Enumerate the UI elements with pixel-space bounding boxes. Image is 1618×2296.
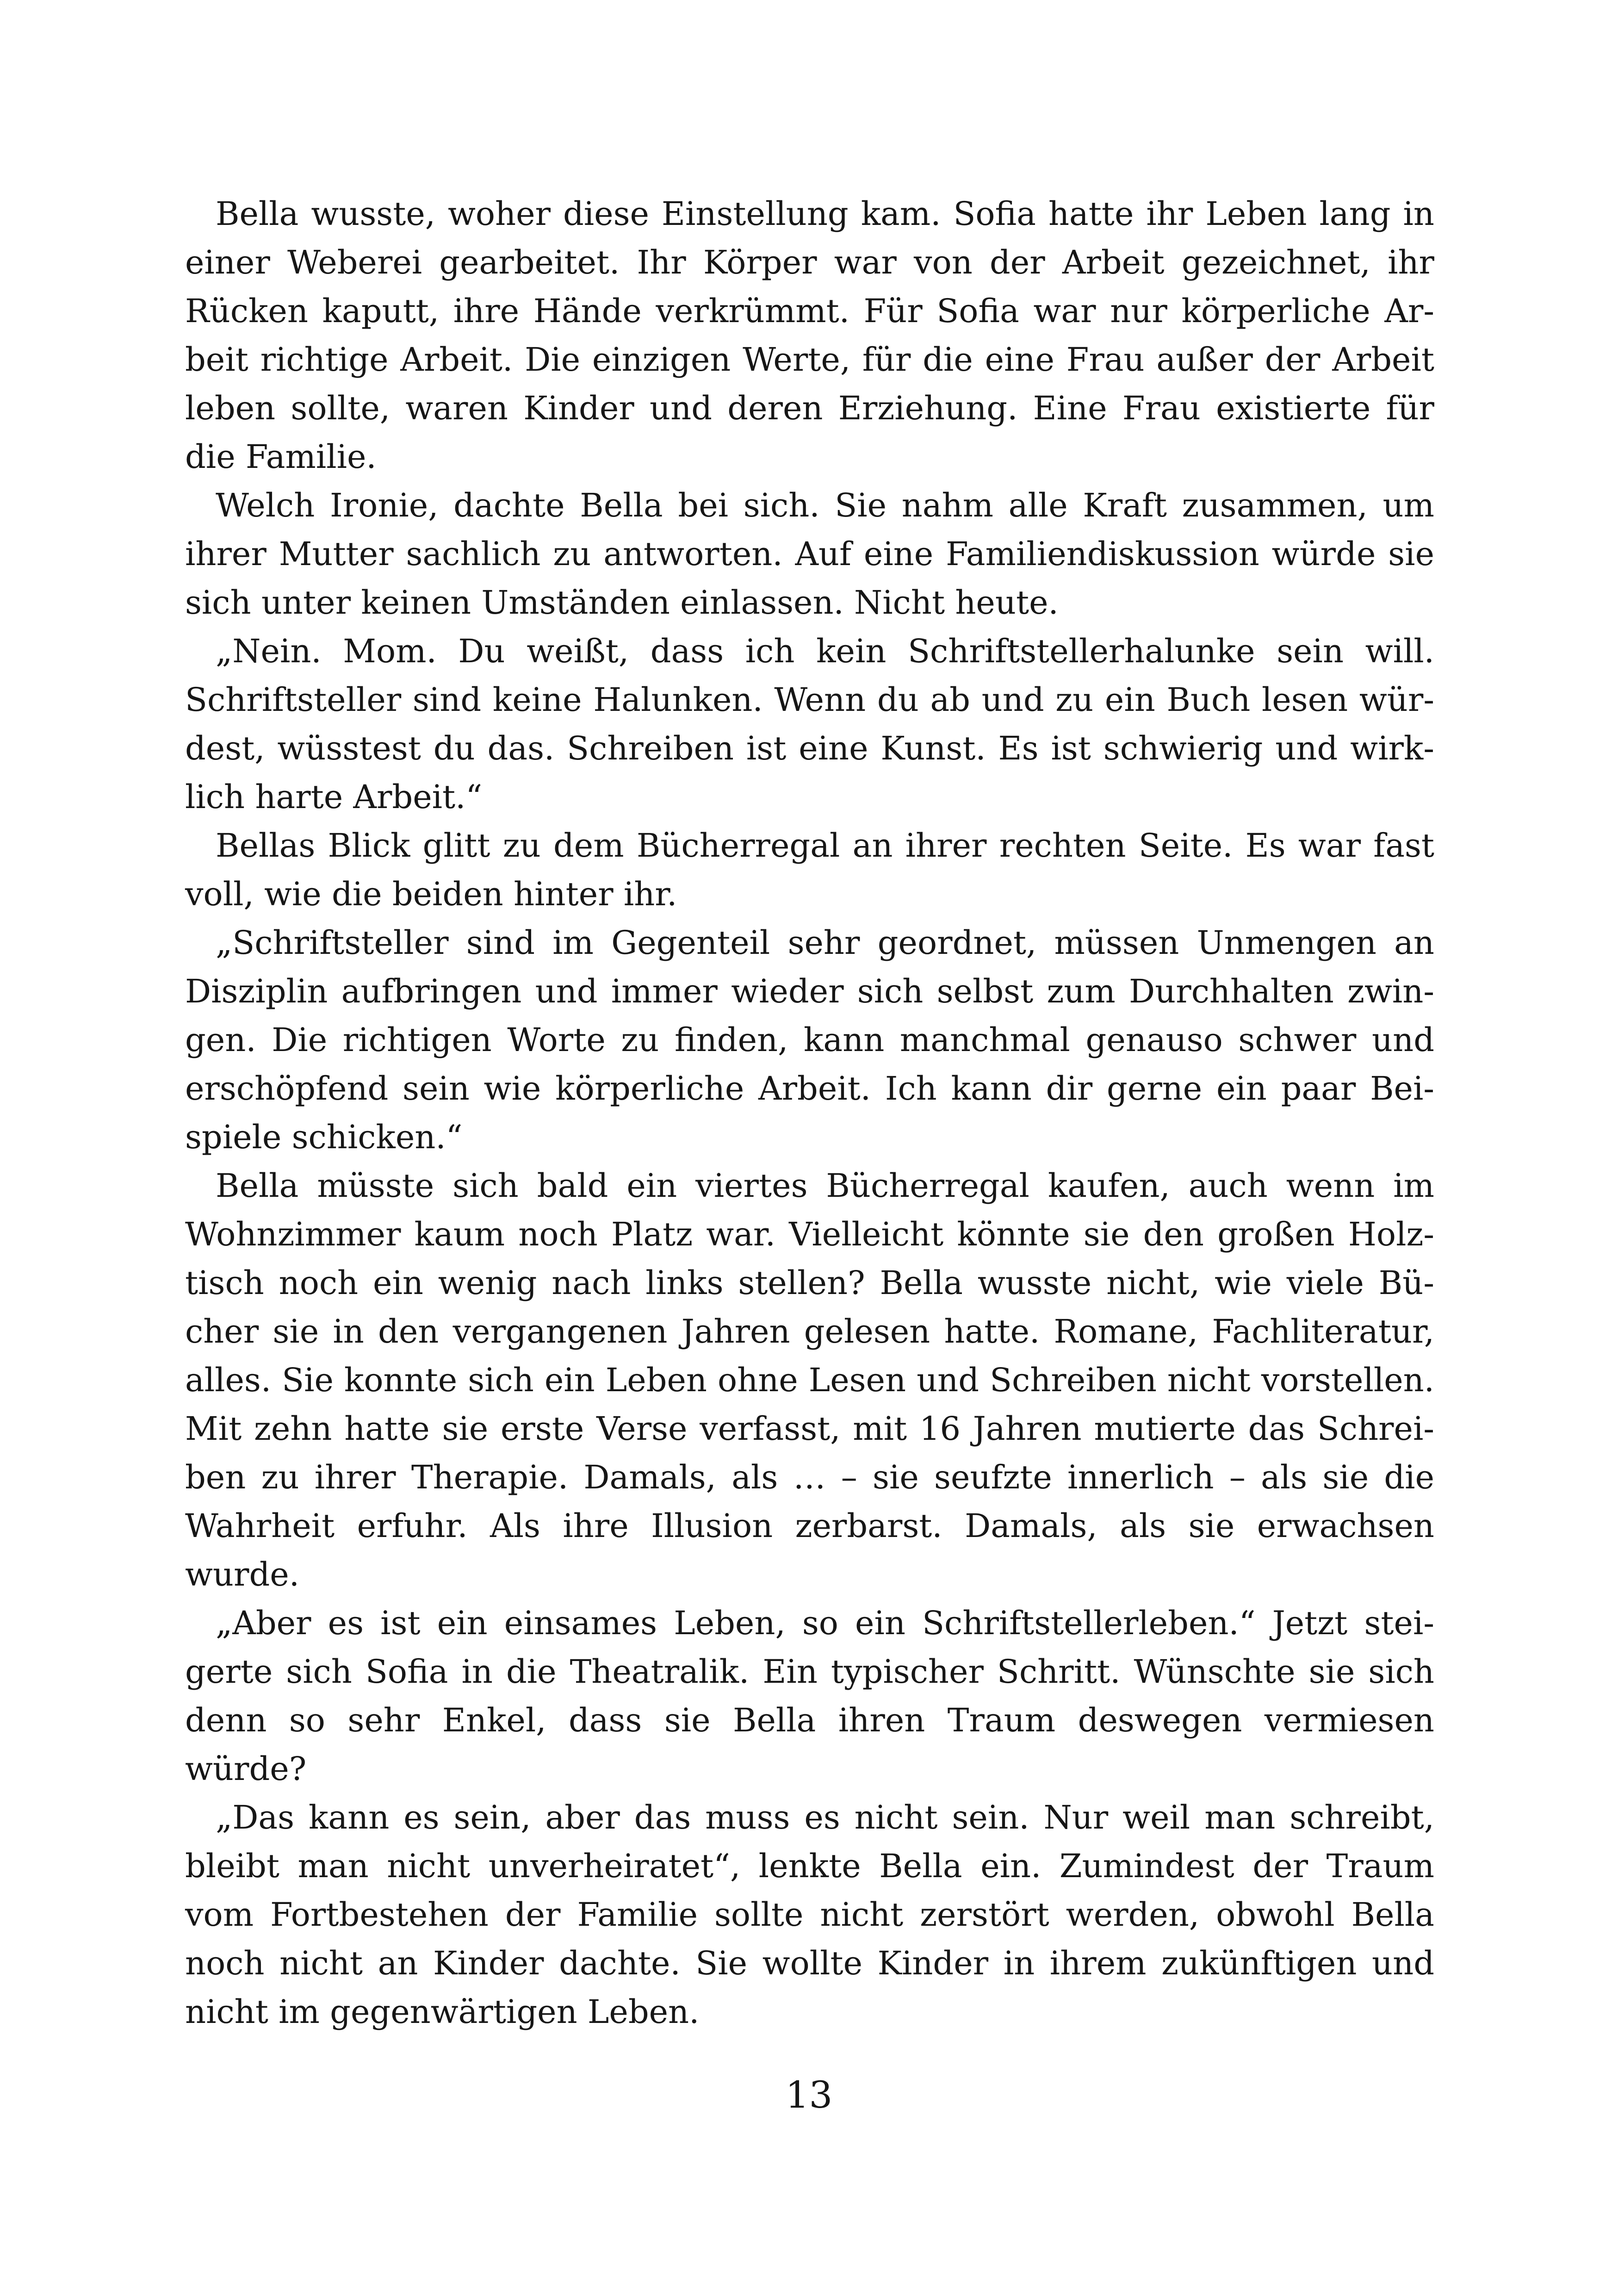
paragraph-6: Bella müsste sich bald ein viertes Bücherregal kaufen, auch wenn im Wohnzimmer kaum noch Platz war. Vielleicht könnte sie den großen Holztisch noch ein wenig nach links stellen? Bella wusste nicht, wie viele Bücher sie in den vergangenen Jahren gelesen hatte. Romane, Fachliteratur, alles. Sie konnte sich ein Leben ohne Lesen und Schreiben nicht vorstellen. Mit zehn hatte sie erste Verse verfasst, mit 16 Jahren mutierte das Schreiben zu ihrer Therapie. Damals, als … – sie seufzte innerlich – als sie die Wahrheit erfuhr. Als ihre Illusion zerbarst. Damals, als sie erwachsen wurde. (185, 1167, 1434, 1593)
paragraph-7: „Aber es ist ein einsames Leben, so ein Schriftstellerleben.“ Jetzt steigerte sich Sofia in die Theatralik. Ein typischer Schritt. Wünschte sie sich denn so sehr Enkel, dass sie Bella ihren Traum deswegen vermiesen würde? (185, 1604, 1434, 1788)
paragraph-4: Bellas Blick glitt zu dem Bücherregal an ihrer rechten Seite. Es war fast voll, wie die beiden hinter ihr. (185, 827, 1434, 913)
paragraph-2: Welch Ironie, dachte Bella bei sich. Sie nahm alle Kraft zusammen, um ihrer Mutter sachlich zu antworten. Auf eine Familiendiskussion würde sie sich unter keinen Umständen einlassen. Nicht heute. (185, 486, 1434, 622)
paragraph-8: „Das kann es sein, aber das muss es nicht sein. Nur weil man schreibt, bleibt man nicht unverheiratet“, lenkte Bella ein. Zumindest der Traum vom Fortbestehen der Familie sollte nicht zerstört werden, obwohl Bella noch nicht an Kinder dachte. Sie wollte Kinder in ihrem zukünftigen und nicht im gegenwärtigen Leben. (185, 1798, 1434, 2031)
page-number: 13 (785, 2073, 833, 2116)
body-text (185, 190, 1434, 2036)
paragraph-5: „Schriftsteller sind im Gegenteil sehr geordnet, müssen Unmengen an Disziplin aufbringen und immer wieder sich selbst zum Durchhalten zwingen. Die richtigen Worte zu finden, kann manchmal genauso schwer und erschöpfend sein wie körperliche Arbeit. Ich kann dir gerne ein paar Beispiele schicken.“ (185, 924, 1434, 1156)
paragraph-1: Bella wusste, woher diese Einstellung kam. Sofia hatte ihr Leben lang in einer Weberei gearbeitet. Ihr Körper war von der Arbeit gezeichnet, ihr Rücken kaputt, ihre Hände verkrümmt. Für Sofia war nur körperliche Arbeit richtige Arbeit. Die einzigen Werte, für die eine Frau außer der Arbeit leben sollte, waren Kinder und deren Erziehung. Eine Frau existierte für die Familie. (185, 195, 1434, 476)
paragraph-3: „Nein. Mom. Du weißt, dass ich kein Schriftstellerhalunke sein will. Schriftsteller sind keine Halunken. Wenn du ab und zu ein Buch lesen würdest, wüsstest du das. Schreiben ist eine Kunst. Es ist schwierig und wirklich harte Arbeit.“ (185, 632, 1434, 816)
